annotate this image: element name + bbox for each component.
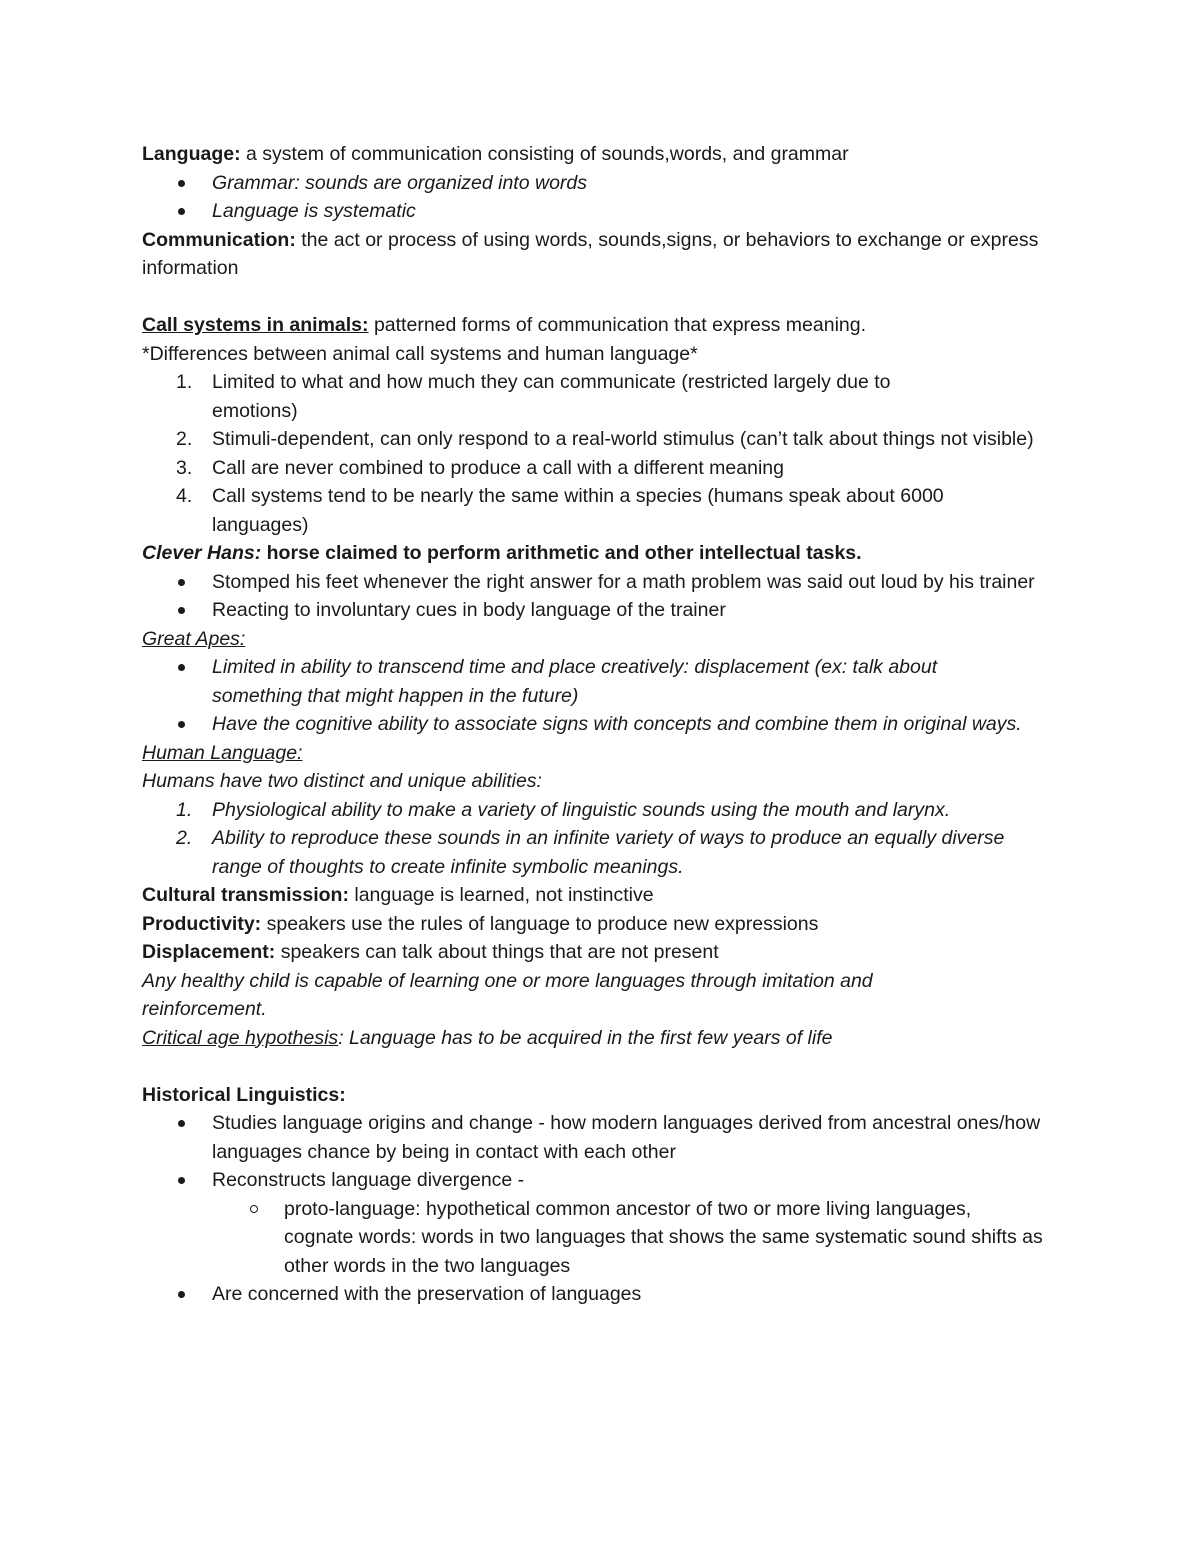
bullet-item: Limited in ability to transcend time and place creatively: displacement (ex: talk about something that might happen in the future): [142, 653, 1032, 710]
blank-line: [142, 283, 1072, 312]
healthy-child-note: Any healthy child is capable of learning one or more languages through imitation and reinforcement.: [142, 969, 873, 1020]
historical-linguistics-heading: Historical Linguistics:: [142, 1083, 346, 1106]
clever-hans-definition: Clever Hans: horse claimed to perform arithmetic and other intellectual tasks.: [142, 542, 862, 564]
productivity-term: Productivity:: [142, 912, 262, 935]
numbered-item: 2. Stimuli-dependent, can only respond to a real-world stimulus (can’t talk about things not visible): [176, 428, 1034, 450]
critical-age-definition: Critical age hypothesis: Language has to be acquired in the first few years of life: [142, 1026, 833, 1049]
productivity-definition: Productivity: speakers use the rules of language to produce new expressions: [142, 912, 819, 935]
call-systems-subheading: *Differences between animal call systems and human language*: [142, 342, 698, 365]
great-apes-heading: Great Apes:: [142, 627, 246, 650]
clever-hans-term: Clever Hans:: [142, 542, 262, 564]
critical-age-term: Critical age hypothesis: [142, 1026, 339, 1049]
communication-term: Communication:: [142, 228, 296, 251]
bullet-item: Have the cognitive ability to associate signs with concepts and combine them in original ways.: [142, 710, 1062, 739]
human-language-heading: Human Language:: [142, 741, 303, 764]
language-term: Language:: [142, 143, 241, 165]
cultural-transmission-term: Cultural transmission:: [142, 884, 349, 906]
numbered-item: 1. Limited to what and how much they can communicate (restricted largely due to emotions): [176, 371, 891, 422]
call-systems-definition: Call systems in animals: patterned forms of communication that express meaning.: [142, 314, 867, 336]
call-systems-term: Call systems in animals:: [142, 314, 369, 336]
numbered-item: 1. Physiological ability to make a variety of linguistic sounds using the mouth and larynx.: [176, 798, 951, 821]
notes-body: [142, 140, 1072, 1309]
human-language-intro: Humans have two distinct and unique abilities:: [142, 770, 542, 792]
numbered-item: 4. Call systems tend to be nearly the same within a species (humans speak about 6000 languages): [176, 485, 944, 536]
bullet-item: Grammar: sounds are organized into words: [142, 169, 1072, 198]
blank-line: [142, 1052, 1072, 1081]
communication-definition: Communication: the act or process of using words, sounds,signs, or behaviors to exchange or express information: [142, 228, 1039, 279]
bullet-item: Studies language origins and change - how modern languages derived from ancestral ones/how languages chance by being in contact with each other: [142, 1109, 1042, 1166]
bullet-item: Are concerned with the preservation of languages: [142, 1280, 1072, 1309]
bullet-item: Reacting to involuntary cues in body language of the trainer: [142, 596, 1072, 625]
bullet-item: Reconstructs language divergence -: [142, 1166, 1072, 1195]
numbered-item: 3. Call are never combined to produce a call with a different meaning: [176, 456, 784, 479]
language-definition: Language: a system of communication consisting of sounds,words, and grammar: [142, 143, 849, 165]
bullet-item: Stomped his feet whenever the right answer for a math problem was said out loud by his trainer: [142, 568, 1067, 597]
sub-bullet-item: proto-language: hypothetical common ancestor of two or more living languages, cognate words: words in two languages that shows the same systematic sound shifts as other words in the two languages: [142, 1195, 1044, 1281]
bullet-item: Language is systematic: [142, 197, 1072, 226]
numbered-item: 2. Ability to reproduce these sounds in an infinite variety of ways to produce an equally diverse range of thoughts to create infinite symbolic meanings.: [176, 827, 1005, 878]
displacement-definition: Displacement: speakers can talk about things that are not present: [142, 941, 719, 963]
displacement-term: Displacement:: [142, 941, 276, 963]
cultural-transmission-definition: Cultural transmission: language is learned, not instinctive: [142, 884, 654, 906]
